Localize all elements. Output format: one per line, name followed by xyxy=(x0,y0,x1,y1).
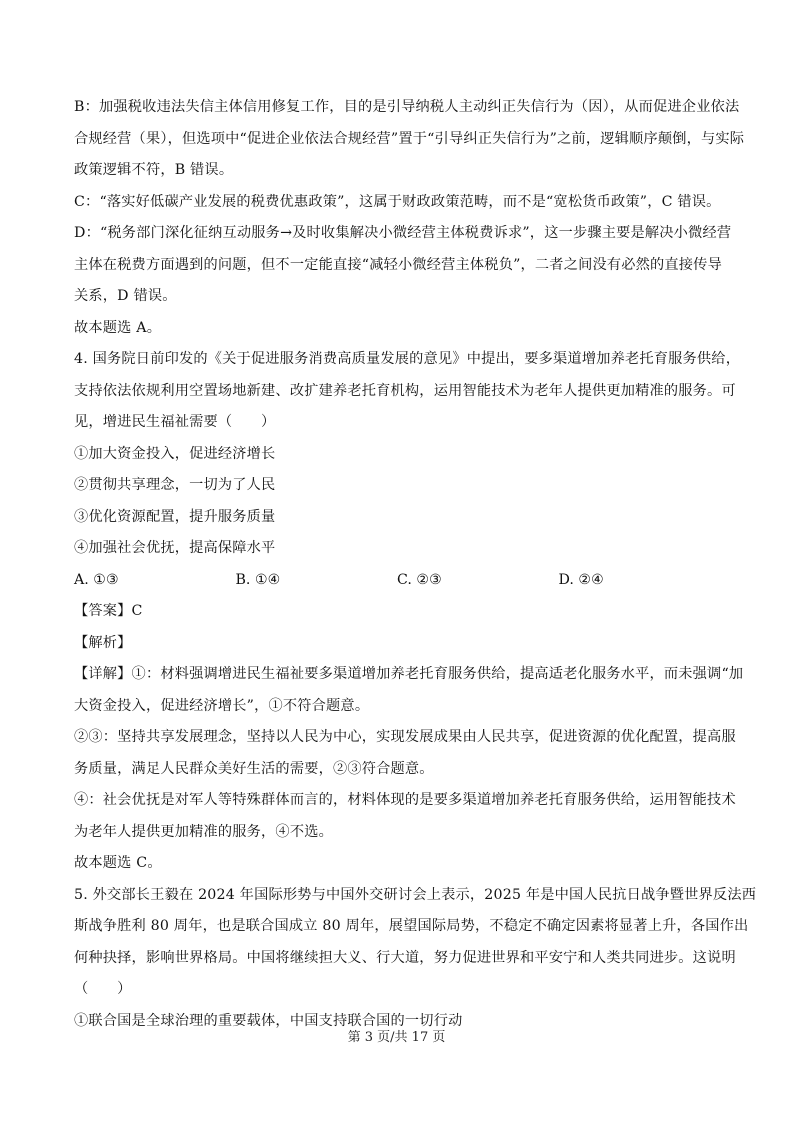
statement-1: ①联合国是全球治理的重要载体，中国支持联合国的一切行动 xyxy=(74,1012,463,1029)
option-d: D. ②④ xyxy=(558,571,604,588)
text-line: 见，增进民生福祉需要（ ） xyxy=(74,414,276,430)
text-line: ②③：坚持共享发展理念，坚持以人民为中心，实现发展成果由人民共享，促进资源的优化配置，提高服 xyxy=(74,729,736,745)
statement-3: ③优化资源配置，提升服务质量 xyxy=(74,508,276,525)
answer-line: 【答案】C xyxy=(74,603,143,619)
text-line: C：“落实好低碳产业发展的税费优惠政策”，这属于财政政策范畴，而不是“宽松货币政策”，C 错误。 xyxy=(74,193,721,210)
option-c: C. ②③ xyxy=(397,571,442,588)
text-line: D：“税务部门深化征纳互动服务→及时收集解决小微经营主体税费诉求”，这一步骤主要是解决小微经营 xyxy=(74,225,732,241)
text-line: 支持依法依规利用空置场地新建、改扩建养老托育机构，运用智能技术为老年人提供更加精准的服务。可 xyxy=(74,382,736,399)
statement-2: ②贯彻共享理念，一切为了人民 xyxy=(74,477,276,493)
option-a: A. ①③ xyxy=(74,571,119,588)
text-line: 务质量，满足人民群众美好生活的需要，②③符合题意。 xyxy=(74,760,434,777)
text-line: 政策逻辑不符，B 错误。 xyxy=(74,162,234,178)
text-line: B：加强税收违法失信主体信用修复工作，目的是引导纳税人主动纠正失信行为（因），从而促进企业依法 xyxy=(74,99,740,115)
text-line: 故本题选 A。 xyxy=(74,319,162,336)
page-footer: 第 3 页/共 17 页 xyxy=(347,1030,446,1045)
text-line: 为老年人提供更加精准的服务，④不选。 xyxy=(74,823,333,840)
statement-1: ①加大资金投入，促进经济增长 xyxy=(74,445,276,462)
text-line: 合规经营（果），但选项中“促进企业依法合规经营”置于“引导纠正失信行为”之前，逻辑顺序颠倒，与实际 xyxy=(74,130,745,147)
statement-4: ④加强社会优抚，提高保障水平 xyxy=(74,540,276,556)
text-line: 关系，D 错误。 xyxy=(74,288,177,304)
text-line: 斯战争胜利 80 周年，也是联合国成立 80 周年，展望国际局势，不稳定不确定因素将显著上升，各国作出 xyxy=(74,918,749,934)
answer-options xyxy=(74,565,720,597)
analysis-heading: 【解析】 xyxy=(74,634,132,651)
question-4-stem: 4. 国务院日前印发的《关于促进服务消费高质量发展的意见》中提出，要多渠道增加养老托育服务供给， xyxy=(74,351,741,367)
option-b: B. ①④ xyxy=(235,571,281,588)
text-line: （ ） xyxy=(74,981,132,997)
text-line: 【详解】①：材料强调增进民生福祉要多渠道增加养老托育服务供给，提高适老化服务水平，而未强调“加 xyxy=(74,666,744,682)
text-line: ④：社会优抚是对军人等特殊群体而言的，材料体现的是要多渠道增加养老托育服务供给，运用智能技术 xyxy=(74,792,736,808)
text-line: 故本题选 C。 xyxy=(74,855,162,871)
text-line: 大资金投入，促进经济增长”，①不符合题意。 xyxy=(74,697,370,714)
page-content xyxy=(74,92,757,1037)
text-line: 何种抉择，影响世界格局。中国将继续担大义、行大道，努力促进世界和平安宁和人类共同进步。这说明 xyxy=(74,949,736,966)
question-5-stem: 5. 外交部长王毅在 2024 年国际形势与中国外交研讨会上表示，2025 年是中国人民抗日战争暨世界反法西 xyxy=(74,886,757,903)
text-line: 主体在税费方面遇到的问题，但不一定能直接“减轻小微经营主体税负”，二者之间没有必然的直接传导 xyxy=(74,256,722,273)
